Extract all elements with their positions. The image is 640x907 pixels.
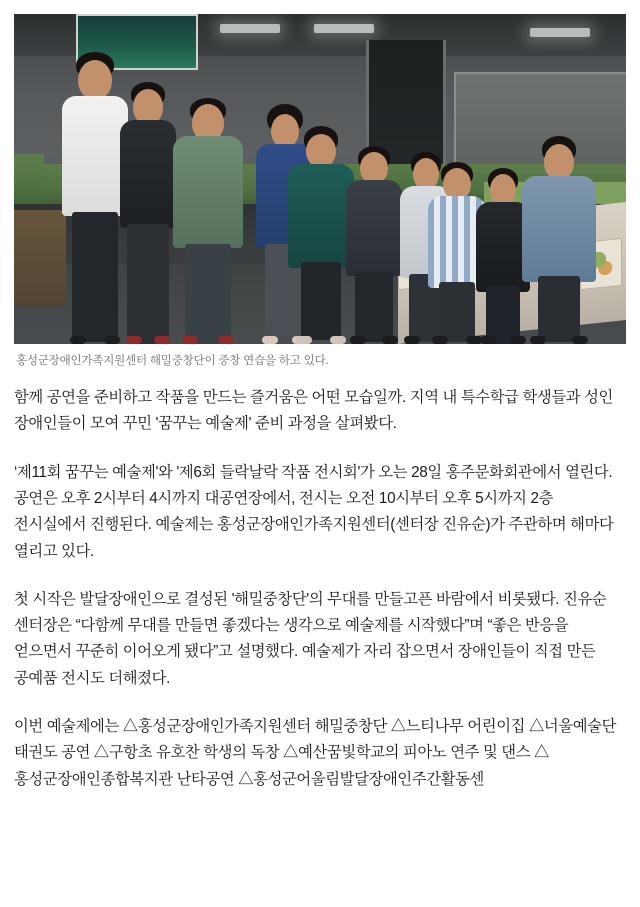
choir-member [344,138,404,344]
choir-member [118,76,178,344]
article-figure [14,14,626,369]
ceiling-light-icon [314,24,374,33]
article-paragraph: ‘제11회 꿈꾸는 예술제'와 '제6회 들락날락 작품 전시회'가 오는 28일 홍주문화회관에서 열린다. 공연은 오후 2시부터 4시까지 대공연장에서, 전시는 오전 10시부터 오후 5시까지 2층 전시실에서 진행된다. 예술제는 홍성군장애인가족지원센터(센터장 진유순)가 주관하며 해마다 열리고 있다. [14,463,614,560]
choir-practice-photo [14,14,626,344]
article-paragraph: 함께 공연을 준비하고 작품을 만드는 즐거움은 어떤 모습일까. 지역 내 특수학급 학생들과 성인 장애인들이 모여 꾸민 '꿈꾸는 예술제' 준비 과정을 살펴봤다. [14,389,613,433]
article-page [0,14,640,907]
instructor [520,136,598,344]
ceiling-light-icon [220,24,280,33]
ceiling-light-icon [530,28,590,37]
choir-member [172,80,244,344]
article-paragraph: 첫 시작은 발달장애인으로 결성된 '해밀중창단'의 무대를 만들고픈 바람에서 비롯됐다. 진유순 센터장은 “다함께 무대를 만들면 좋겠다는 생각으로 예술제를 시작했다”며 “좋은 반응을 얻으면서 꾸준히 이어오게 됐다”고 설명했다. 예술제가 자리 잡으면서 장애인들이 직접 만든 공예품 전시도 더해졌다. [14,590,607,687]
wooden-chair [14,210,66,306]
figure-caption: 홍성군장애인가족지원센터 해밀중창단이 중창 연습을 하고 있다. [16,355,329,367]
article-body [14,385,626,793]
article-paragraph: 이번 예술제에는 △홍성군장애인가족지원센터 해밀중창단 △느티나무 어린이집 △너울예술단 태권도 공연 △구항초 유호찬 학생의 독창 △예산꿈빛학교의 피아노 연주 및 댄스 △홍성군장애인종합복지관 난타공연 △홍성군어울림발달장애인주간활동센 [14,718,617,788]
